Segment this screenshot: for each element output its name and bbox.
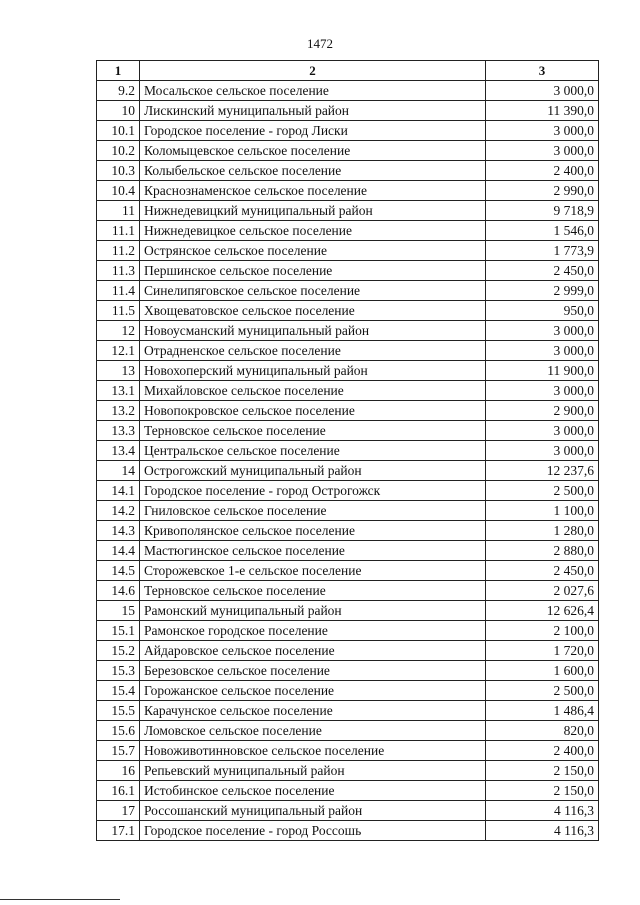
row-number: 15.3 xyxy=(97,661,140,681)
row-name: Рамонский муниципальный район xyxy=(140,601,486,621)
column-header-number: 1 xyxy=(97,61,140,81)
row-name: Горожанское сельское поселение xyxy=(140,681,486,701)
row-name: Городское поселение - город Россошь xyxy=(140,821,486,841)
row-name: Новоживотинновское сельское поселение xyxy=(140,741,486,761)
row-amount: 3 000,0 xyxy=(486,381,599,401)
row-name: Березовское сельское поселение xyxy=(140,661,486,681)
row-amount: 12 626,4 xyxy=(486,601,599,621)
row-amount: 12 237,6 xyxy=(486,461,599,481)
row-amount: 2 027,6 xyxy=(486,581,599,601)
row-number: 12.1 xyxy=(97,341,140,361)
row-number: 15.5 xyxy=(97,701,140,721)
row-number: 11 xyxy=(97,201,140,221)
table-row xyxy=(97,101,599,121)
row-name: Терновское сельское поселение xyxy=(140,421,486,441)
row-amount: 1 100,0 xyxy=(486,501,599,521)
row-name: Репьевский муниципальный район xyxy=(140,761,486,781)
row-name: Новохоперский муниципальный район xyxy=(140,361,486,381)
row-name: Терновское сельское поселение xyxy=(140,581,486,601)
table-row xyxy=(97,121,599,141)
table-row xyxy=(97,621,599,641)
row-number: 16 xyxy=(97,761,140,781)
row-amount: 3 000,0 xyxy=(486,441,599,461)
row-name: Синелипяговское сельское поселение xyxy=(140,281,486,301)
row-number: 13 xyxy=(97,361,140,381)
column-header-amount: 3 xyxy=(486,61,599,81)
row-number: 14.5 xyxy=(97,561,140,581)
table-row xyxy=(97,541,599,561)
row-amount: 1 280,0 xyxy=(486,521,599,541)
table-row xyxy=(97,641,599,661)
row-amount: 2 900,0 xyxy=(486,401,599,421)
table-row xyxy=(97,361,599,381)
table-row xyxy=(97,821,599,841)
table-row xyxy=(97,381,599,401)
row-name: Лискинский муниципальный район xyxy=(140,101,486,121)
row-name: Краснознаменское сельское поселение xyxy=(140,181,486,201)
row-amount: 9 718,9 xyxy=(486,201,599,221)
row-name: Мосальское сельское поселение xyxy=(140,81,486,101)
row-number: 13.3 xyxy=(97,421,140,441)
table-row xyxy=(97,761,599,781)
row-number: 14.1 xyxy=(97,481,140,501)
table-row xyxy=(97,321,599,341)
row-amount: 3 000,0 xyxy=(486,341,599,361)
row-number: 9.2 xyxy=(97,81,140,101)
table-row xyxy=(97,661,599,681)
table-row xyxy=(97,581,599,601)
table-row xyxy=(97,261,599,281)
row-amount: 2 400,0 xyxy=(486,161,599,181)
table-row xyxy=(97,221,599,241)
row-number: 15.4 xyxy=(97,681,140,701)
table-row xyxy=(97,201,599,221)
row-name: Городское поселение - город Острогожск xyxy=(140,481,486,501)
row-amount: 11 900,0 xyxy=(486,361,599,381)
row-name: Коломыцевское сельское поселение xyxy=(140,141,486,161)
table-row xyxy=(97,701,599,721)
row-number: 10.3 xyxy=(97,161,140,181)
row-name: Нижнедевицкое сельское поселение xyxy=(140,221,486,241)
table-header-row xyxy=(97,61,599,81)
row-number: 14.4 xyxy=(97,541,140,561)
row-name: Кривополянское сельское поселение xyxy=(140,521,486,541)
table-row xyxy=(97,141,599,161)
row-name: Сторожевское 1-е сельское поселение xyxy=(140,561,486,581)
row-number: 17 xyxy=(97,801,140,821)
row-amount: 1 720,0 xyxy=(486,641,599,661)
table-row xyxy=(97,161,599,181)
table-row xyxy=(97,601,599,621)
row-name: Михайловское сельское поселение xyxy=(140,381,486,401)
table-row xyxy=(97,501,599,521)
row-amount: 3 000,0 xyxy=(486,421,599,441)
row-amount: 1 546,0 xyxy=(486,221,599,241)
row-number: 15.6 xyxy=(97,721,140,741)
row-amount: 2 500,0 xyxy=(486,481,599,501)
row-name: Россошанский муниципальный район xyxy=(140,801,486,821)
row-number: 15 xyxy=(97,601,140,621)
row-number: 14.2 xyxy=(97,501,140,521)
table-row xyxy=(97,741,599,761)
row-number: 11.1 xyxy=(97,221,140,241)
row-number: 11.4 xyxy=(97,281,140,301)
row-number: 15.1 xyxy=(97,621,140,641)
row-number: 15.2 xyxy=(97,641,140,661)
table-row xyxy=(97,181,599,201)
table-row xyxy=(97,401,599,421)
row-name: Ломовское сельское поселение xyxy=(140,721,486,741)
row-name: Колыбельское сельское поселение xyxy=(140,161,486,181)
table-row xyxy=(97,481,599,501)
row-amount: 1 600,0 xyxy=(486,661,599,681)
row-number: 12 xyxy=(97,321,140,341)
row-name: Новопокровское сельское поселение xyxy=(140,401,486,421)
footnote-divider xyxy=(0,899,120,900)
row-amount: 3 000,0 xyxy=(486,121,599,141)
row-number: 17.1 xyxy=(97,821,140,841)
row-name: Городское поселение - город Лиски xyxy=(140,121,486,141)
row-amount: 4 116,3 xyxy=(486,821,599,841)
row-number: 10 xyxy=(97,101,140,121)
row-amount: 2 880,0 xyxy=(486,541,599,561)
row-amount: 2 100,0 xyxy=(486,621,599,641)
row-name: Острянское сельское поселение xyxy=(140,241,486,261)
row-name: Отрадненское сельское поселение xyxy=(140,341,486,361)
row-amount: 3 000,0 xyxy=(486,141,599,161)
row-name: Центральское сельское поселение xyxy=(140,441,486,461)
row-name: Истобинское сельское поселение xyxy=(140,781,486,801)
row-amount: 820,0 xyxy=(486,721,599,741)
page-number: 1472 xyxy=(307,36,333,51)
row-name: Хвощеватовское сельское поселение xyxy=(140,301,486,321)
table-row xyxy=(97,521,599,541)
row-amount: 2 150,0 xyxy=(486,761,599,781)
row-name: Айдаровское сельское поселение xyxy=(140,641,486,661)
row-number: 16.1 xyxy=(97,781,140,801)
row-number: 10.2 xyxy=(97,141,140,161)
table-row xyxy=(97,461,599,481)
row-amount: 11 390,0 xyxy=(486,101,599,121)
table-row xyxy=(97,681,599,701)
table-row xyxy=(97,341,599,361)
column-header-name: 2 xyxy=(140,61,486,81)
table-body xyxy=(97,81,599,841)
row-amount: 1 773,9 xyxy=(486,241,599,261)
table-row xyxy=(97,721,599,741)
table-row xyxy=(97,561,599,581)
row-name: Карачунское сельское поселение xyxy=(140,701,486,721)
row-number: 14 xyxy=(97,461,140,481)
row-amount: 950,0 xyxy=(486,301,599,321)
table-row xyxy=(97,801,599,821)
row-number: 13.2 xyxy=(97,401,140,421)
row-amount: 3 000,0 xyxy=(486,81,599,101)
row-amount: 2 400,0 xyxy=(486,741,599,761)
row-amount: 2 150,0 xyxy=(486,781,599,801)
row-amount: 2 450,0 xyxy=(486,561,599,581)
row-number: 11.5 xyxy=(97,301,140,321)
table-row xyxy=(97,781,599,801)
row-number: 14.3 xyxy=(97,521,140,541)
table-row xyxy=(97,241,599,261)
row-number: 11.2 xyxy=(97,241,140,261)
table-row xyxy=(97,421,599,441)
data-table xyxy=(96,60,599,841)
row-amount: 2 450,0 xyxy=(486,261,599,281)
row-number: 13.4 xyxy=(97,441,140,461)
table-row xyxy=(97,81,599,101)
row-name: Рамонское городское поселение xyxy=(140,621,486,641)
row-amount: 2 990,0 xyxy=(486,181,599,201)
row-name: Гниловское сельское поселение xyxy=(140,501,486,521)
row-amount: 2 999,0 xyxy=(486,281,599,301)
table-row xyxy=(97,441,599,461)
row-amount: 1 486,4 xyxy=(486,701,599,721)
row-name: Мастюгинское сельское поселение xyxy=(140,541,486,561)
row-name: Острогожский муниципальный район xyxy=(140,461,486,481)
row-number: 10.1 xyxy=(97,121,140,141)
table-row xyxy=(97,281,599,301)
row-number: 15.7 xyxy=(97,741,140,761)
row-name: Першинское сельское поселение xyxy=(140,261,486,281)
row-name: Новоусманский муниципальный район xyxy=(140,321,486,341)
row-name: Нижнедевицкий муниципальный район xyxy=(140,201,486,221)
table-row xyxy=(97,301,599,321)
row-amount: 3 000,0 xyxy=(486,321,599,341)
row-amount: 2 500,0 xyxy=(486,681,599,701)
row-number: 14.6 xyxy=(97,581,140,601)
row-number: 11.3 xyxy=(97,261,140,281)
row-number: 13.1 xyxy=(97,381,140,401)
row-amount: 4 116,3 xyxy=(486,801,599,821)
row-number: 10.4 xyxy=(97,181,140,201)
